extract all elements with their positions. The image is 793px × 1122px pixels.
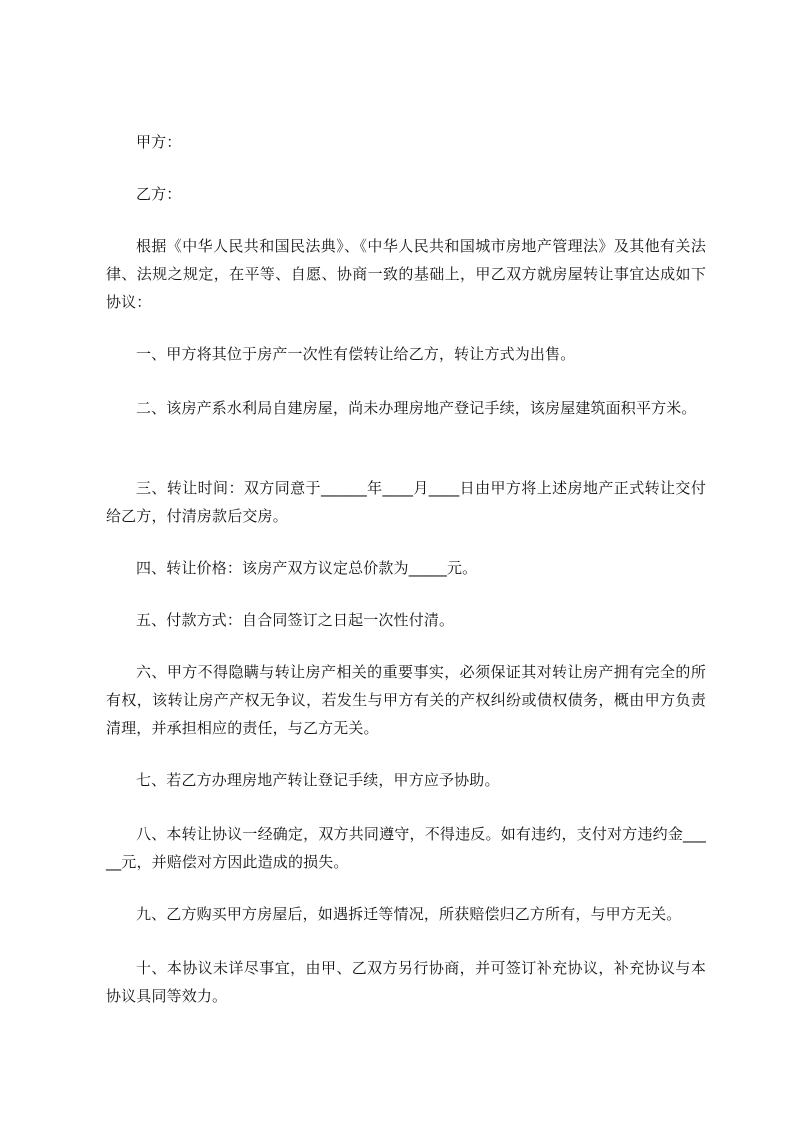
clause-8: 八、本转让协议一经确定，双方共同遵守，不得违反。如有违约，支付对方违约金_____元，并赔偿对方因此造成的损失。	[106, 825, 706, 871]
clause-7: 七、若乙方办理房地产转让登记手续，甲方应予协助。	[136, 771, 500, 789]
clause-3: 三、转让时间：双方同意于______年____月____日由甲方将上述房地产正式转让交付给乙方，付清房款后交房。	[106, 479, 706, 525]
party-a-label: 甲方：	[136, 133, 182, 151]
clause-1: 一、甲方将其位于房产一次性有偿转让给乙方，转让方式为出售。	[136, 345, 576, 363]
clause-10: 十、本协议未详尽事宜，由甲、乙双方另行协商，并可签订补充协议，补充协议与本协议具同等效力。	[106, 959, 706, 1005]
clause-9: 九、乙方购买甲方房屋后，如遇拆迁等情况，所获赔偿归乙方所有，与甲方无关。	[136, 905, 682, 923]
party-b-label: 乙方：	[136, 185, 182, 203]
preamble-paragraph: 根据《中华人民共和国民法典》、《中华人民共和国城市房地产管理法》及其他有关法律、法规之规定，在平等、自愿、协商一致的基础上，甲乙双方就房屋转让事宜达成如下协议：	[106, 237, 706, 311]
clause-5: 五、付款方式：自合同签订之日起一次性付清。	[136, 611, 455, 629]
clause-4: 四、转让价格：该房产双方议定总价款为_____元。	[136, 559, 478, 577]
clause-6: 六、甲方不得隐瞒与转让房产相关的重要事实，必须保证其对转让房产拥有完全的所有权，该转让房产产权无争议，若发生与甲方有关的产权纠纷或债权债务，概由甲方负责清理，并承担相应的责任，与乙方无关。	[106, 663, 706, 737]
clause-2: 二、该房产系水利局自建房屋，尚未办理房地产登记手续，该房屋建筑面积平方米。	[136, 399, 697, 417]
